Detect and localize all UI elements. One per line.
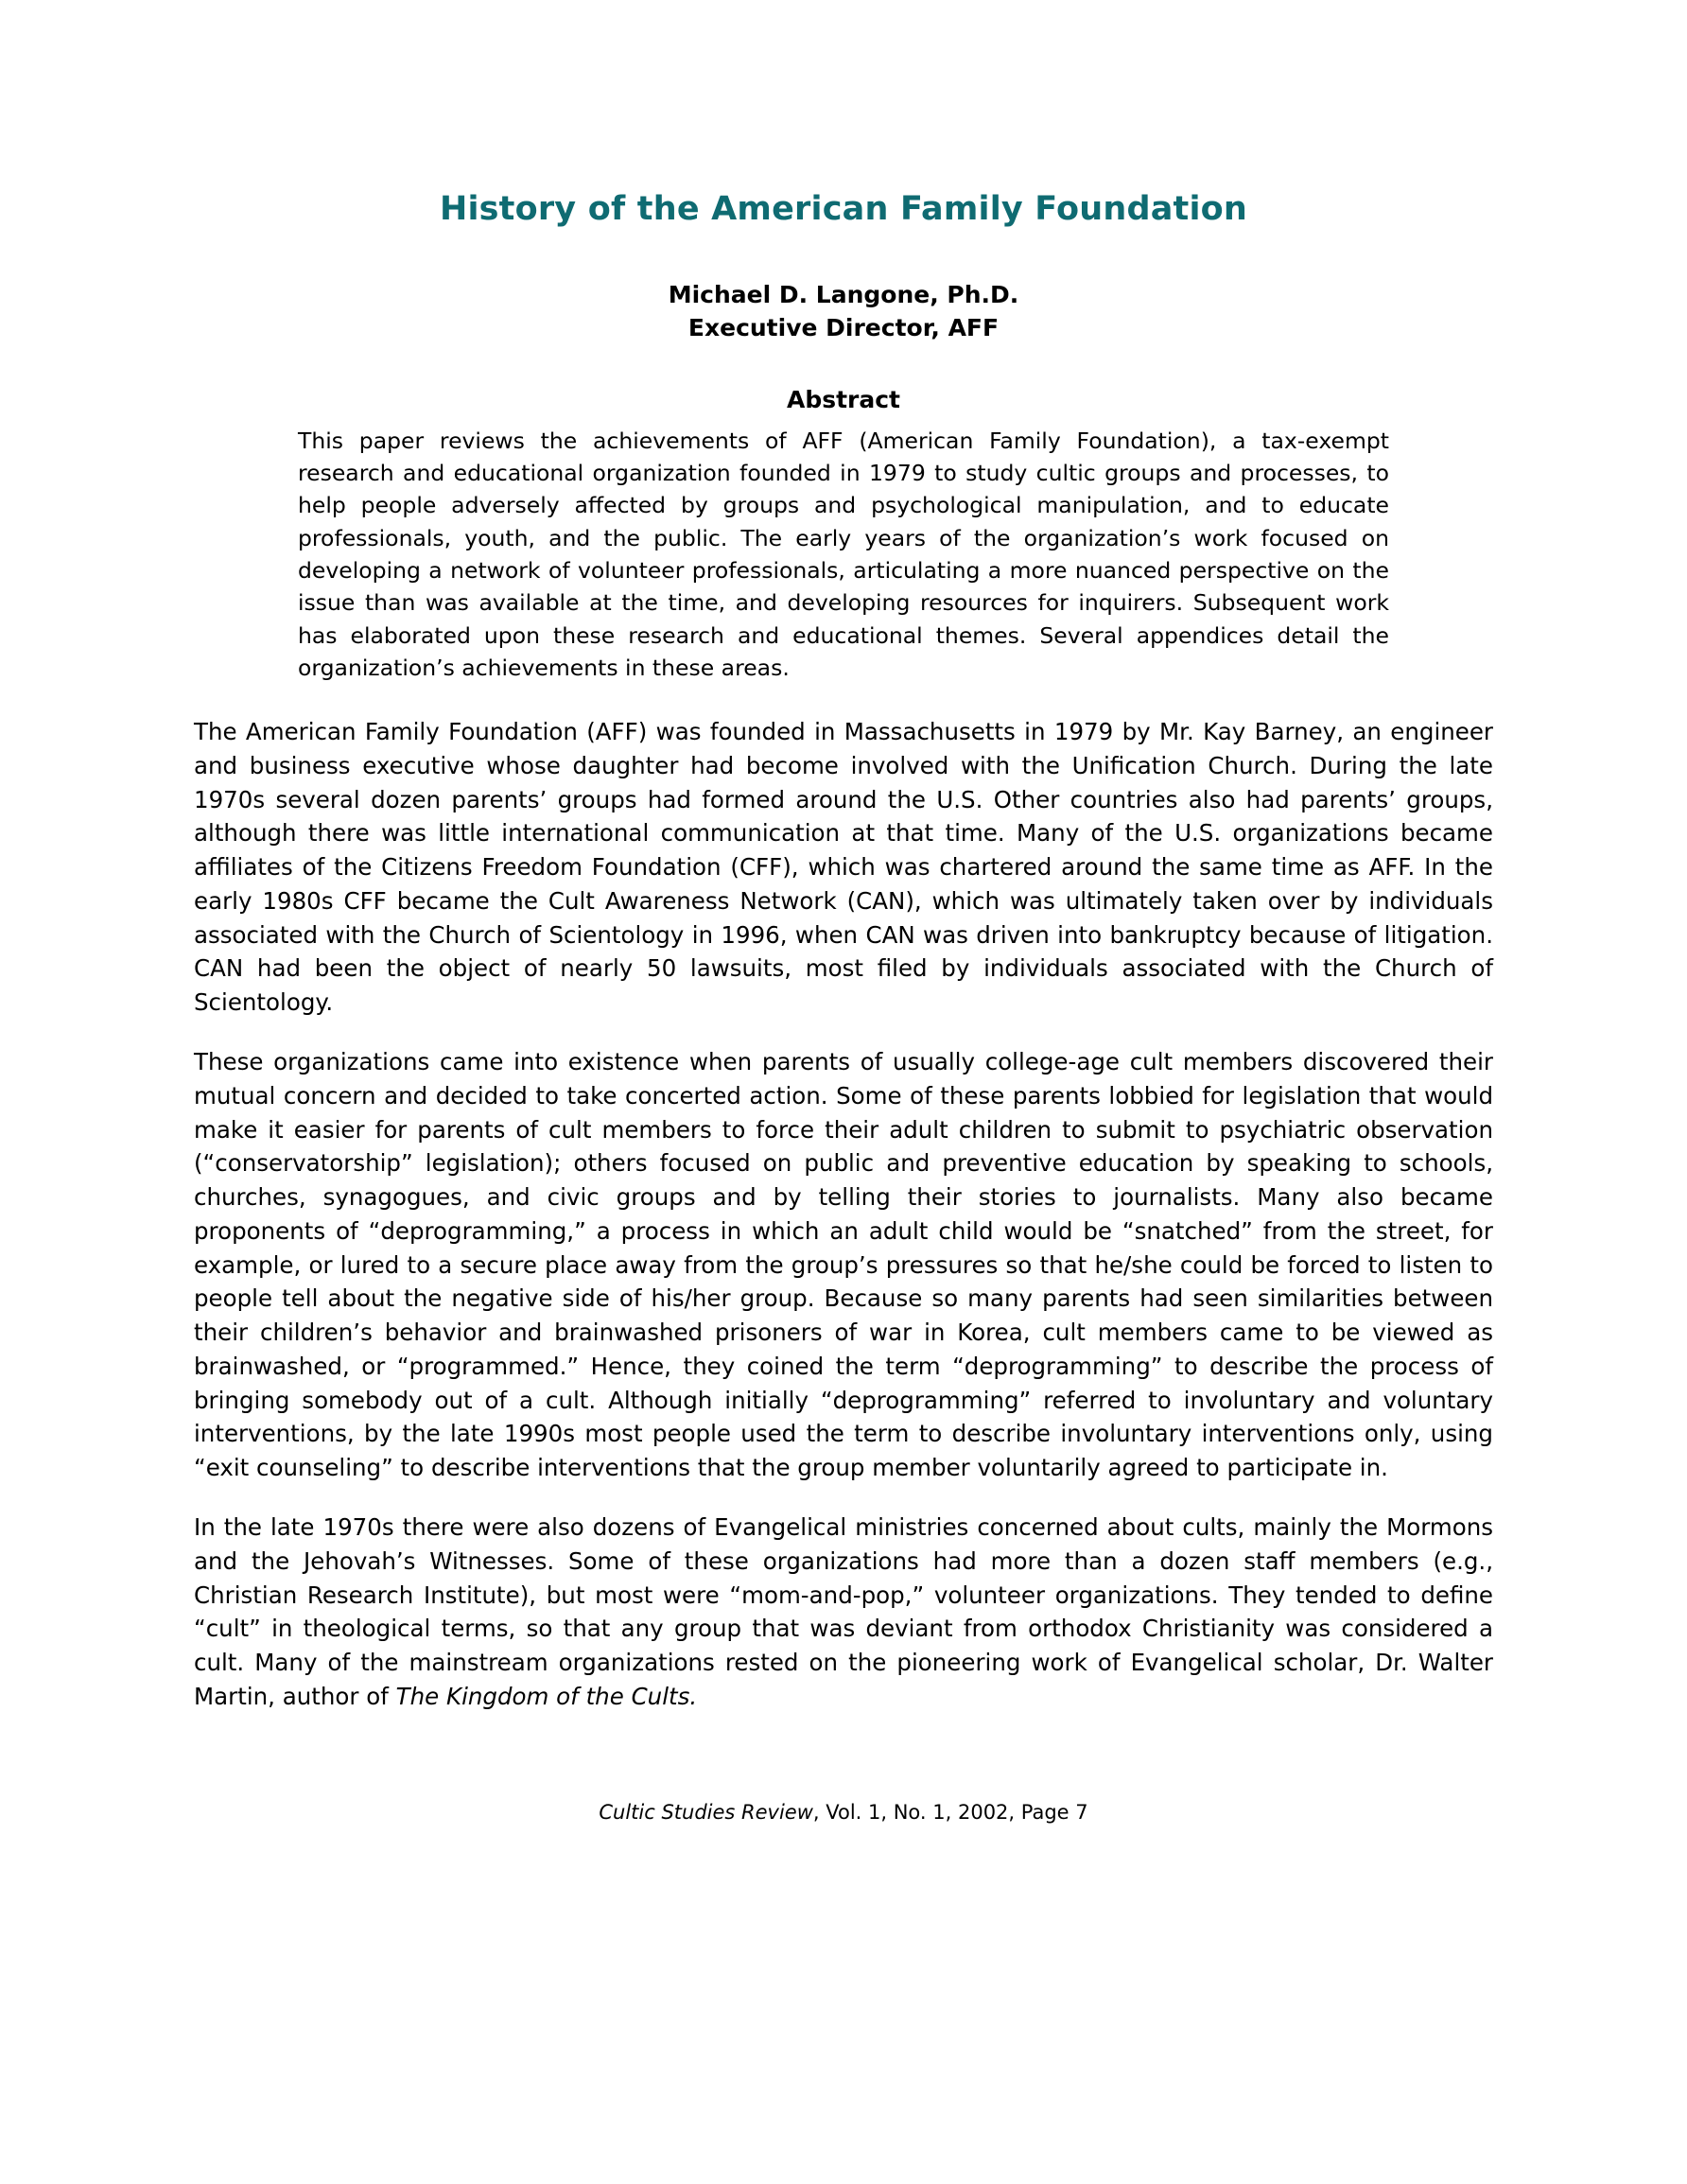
page-title: History of the American Family Foundation — [439, 190, 1248, 228]
body-paragraph-3-text: In the late 1970s there were also dozens of Evangelical ministries concerned about cults, mainly the Mormons and the Jehovah’s Witnesses. Some of these organizations had more than a dozen staff members (e.g., Christian Research Institute), but most were “mom-and-pop,” volunteer organizations. They tended to define “cult” in theological terms, so that any group that was deviant from orthodox Christianity was considered a cult. Many of the mainstream organizations rested on the pioneering work of Evangelical scholar, Dr. Walter Martin, author of — [194, 1512, 1493, 1710]
book-title-citation: The Kingdom of the Cults. — [395, 1682, 698, 1710]
body-paragraph-1: The American Family Foundation (AFF) was founded in Massachusetts in 1979 by Mr. Kay Barney, an engineer and business executive whose daughter had become involved with the Unification Church. During the late 1970s several dozen parents’ groups had formed around the U.S. Other countries also had parents’ groups, although there was little international communication at that time. Many of the U.S. organizations became affiliates of the Citizens Freedom Foundation (CFF), which was chartered around the same time as AFF. In the early 1980s CFF became the Cult Awareness Network (CAN), which was ultimately taken over by individuals associated with the Church of Scientology in 1996, when CAN was driven into bankruptcy because of litigation. CAN had been the object of nearly 50 lawsuits, most filed by individuals associated with the Church of Scientology. — [194, 718, 1493, 1017]
body-paragraph-2: These organizations came into existence when parents of usually college-age cult members discovered their mutual concern and decided to take concerted action. Some of these parents lobbied for legislation that would make it easier for parents of cult members to force their adult children to submit to psychiatric observation (“conservatorship” legislation); others focused on public and preventive education by speaking to schools, churches, synagogues, and civic groups and by telling their stories to journalists. Many also became proponents of “deprogramming,” a process in which an adult child would be “snatched” from the street, for example, or lured to a secure place away from the group’s pressures so that he/she could be forced to listen to people tell about the negative side of his/her group. Because so many parents had seen similarities between their children’s behavior and brainwashed prisoners of war in Korea, cult members came to be viewed as brainwashed, or “programmed.” Hence, they coined the term “deprogramming” to describe the process of bringing somebody out of a cult. Although initially “deprogramming” referred to involuntary and voluntary interventions, by the late 1990s most people used the term to describe involuntary interventions only, using “exit counseling” to describe interventions that the group member voluntarily agreed to participate in. — [194, 1048, 1493, 1482]
footer-journal-name: Cultic Studies Review — [599, 1800, 813, 1824]
author-block — [194, 278, 1493, 345]
body-paragraph-3 — [194, 1511, 1493, 1714]
author-role: Executive Director, AFF — [687, 314, 1000, 342]
author-name: Michael D. Langone, Ph.D. — [668, 280, 1019, 308]
page-footer — [194, 1801, 1493, 1824]
abstract-text: This paper reviews the achievements of AFF (American Family Foundation), a tax-exempt research and educational organization founded in 1979 to study cultic groups and processes, to help people adversely affected by groups and psychological manipulation, and to educate professionals, youth, and the public. The early years of the organization’s work focused on developing a network of volunteer professionals, articulating a more nuanced perspective on the issue than was available at the time, and developing resources for inquirers. Subsequent work has elaborated upon these research and educational themes. Several appendices detail the organization’s achievements in these areas. — [298, 427, 1389, 681]
abstract-heading: Abstract — [786, 385, 901, 413]
footer-citation: , Vol. 1, No. 1, 2002, Page 7 — [812, 1800, 1088, 1824]
